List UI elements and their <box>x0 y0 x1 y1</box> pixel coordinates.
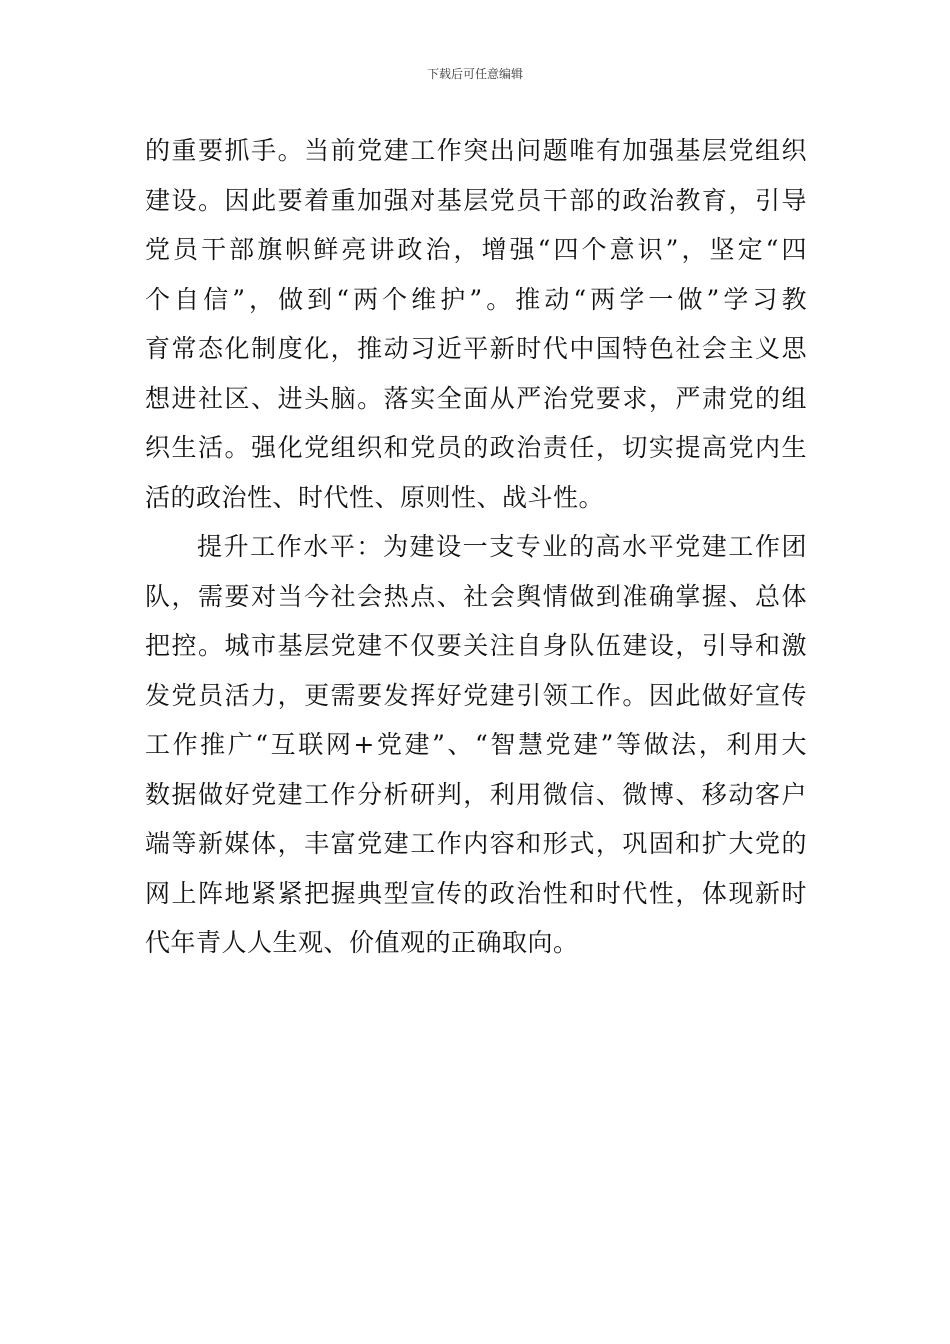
text-line: 端等新媒体，丰富党建工作内容和形式，巩固和扩大党的 <box>145 829 807 858</box>
text-line: 党员干部旗帜鲜亮讲政治，增强“四个意识”，坚定“四 <box>145 235 807 264</box>
text-line: 发党员活力，更需要发挥好党建引领工作。因此做好宣传 <box>145 680 807 710</box>
text-line: 把控。城市基层党建不仅要关注自身队伍建设，引导和激 <box>145 631 807 660</box>
document-body <box>145 126 807 968</box>
paragraph-2 <box>145 522 807 968</box>
page-header-note: 下载后可任意编辑 <box>426 67 523 81</box>
text-line: 代年青人人生观、价值观的正确取向。 <box>145 928 579 957</box>
text-line: 织生活。强化党组织和党员的政治责任，切实提高党内生 <box>145 433 807 462</box>
text-line: 育常态化制度化，推动习近平新时代中国特色社会主义思 <box>145 334 807 363</box>
text-line: 工作推广“互联网+党建”、“智慧党建”等做法，利用大 <box>145 730 807 759</box>
text-line: 网上阵地紧紧把握典型宣传的政治性和时代性，体现新时 <box>145 878 807 908</box>
text-line: 队，需要对当今社会热点、社会舆情做到准确掌握、总体 <box>145 581 807 611</box>
text-line: 建设。因此要着重加强对基层党员干部的政治教育，引导 <box>145 185 807 215</box>
text-line: 活的政治性、时代性、原则性、战斗性。 <box>145 482 605 512</box>
text-line: 的重要抓手。当前党建工作突出问题唯有加强基层党组织 <box>145 136 807 165</box>
text-line: 个自信”，做到“两个维护”。推动“两学一做”学习教 <box>145 284 807 314</box>
text-line: 提升工作水平：为建设一支专业的高水平党建工作团 <box>197 532 807 561</box>
text-line: 想进社区、进头脑。落实全面从严治党要求，严肃党的组 <box>145 383 807 413</box>
text-line: 数据做好党建工作分析研判，利用微信、微博、移动客户 <box>145 779 807 809</box>
paragraph-1 <box>145 126 807 522</box>
